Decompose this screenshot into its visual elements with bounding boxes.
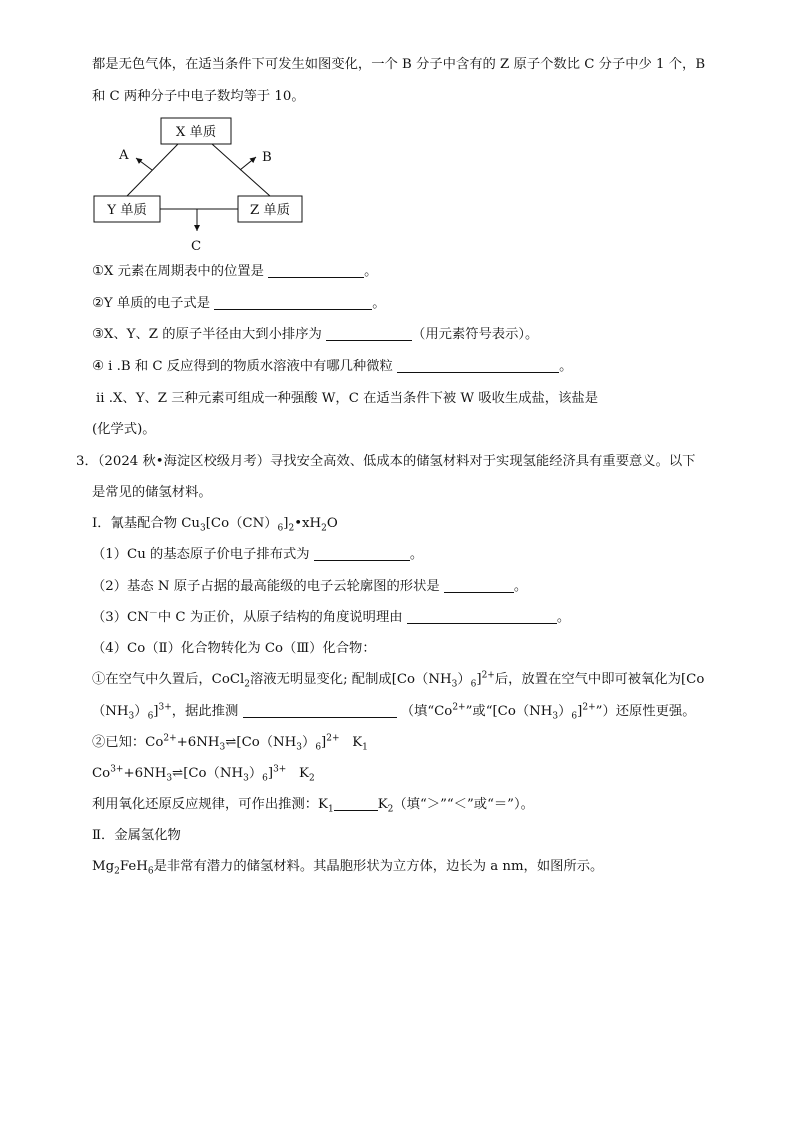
y-element-label: Y 单质 (107, 203, 147, 218)
q3-s3: （3）CN－中 C 为正价，从原子结构的角度说明理由 。 (92, 608, 571, 625)
q3-part2-title: Ⅱ．金属氢化物 (92, 828, 181, 843)
q3-last-line: $Mg_2FeH_6$是非常有潜力的储氢材料。其晶胞形状为立方体，边长为 a nm，如图所示。 (92, 859, 604, 877)
intro-line-2: 和 C 两种分子中电子数均等于 10。 (92, 89, 305, 104)
q3-c2-line1: ②已知：$Co^{2+}+6NH_3\rightleftharpoons[Co(NH_3)_6]^{2+}$ $K_1$ (92, 733, 368, 753)
q3-s4: （4）Co（Ⅱ）化合物转化为 Co（Ⅲ）化合物： (92, 641, 376, 656)
q3-c2-line2: $Co^{3+}+6NH_3\rightleftharpoons[Co(NH_3)_6]^{3+}$ $K_2$ (92, 764, 315, 784)
q3-s2: （2）基态 N 原子占据的最高能级的电子云轮廓图的形状是 。 (92, 579, 528, 594)
q2-sub1: ①X 元素在周期表中的位置是 。 (92, 264, 378, 279)
q3-part1-title: Ⅰ．氰基配合物 $Cu_3[Co(CN)_6]_2•xH_2O$ (92, 516, 338, 534)
q3-c1-line1: ①在空气中久置后，CoCl$_2$溶液无明显变化; 配制成$[Co(NH_3)_6]^{2+}$后，放置在空气中即可被氧化为[Co (92, 670, 705, 690)
intro-line-1: 都是无色气体，在适当条件下可发生如图变化，一个 B 分子中含有的 Z 原子个数比 C 分子中少 1 个，B (92, 57, 706, 72)
q2-sub3: ③X、Y、Z 的原子半径由大到小排序为 （用元素符号表示）。 (92, 327, 539, 342)
q3-c1-line2: $(NH_3)_6]^{3+}$，据此推测 （填“$Co^{2+}$”或“$[Co(NH_3)_6]^{2+}$”）还原性更强。 (92, 702, 696, 722)
q3-s1: （1）Cu 的基态原子价电子排布式为 。 (92, 547, 424, 562)
x-element-label: X 单质 (175, 125, 217, 140)
q3-c2-line3: 利用氧化还原反应规律，可作出推测：$K_1$ $K_2$（填“＞”“＜”或“＝”）。 (92, 797, 534, 815)
arrow-b (240, 157, 256, 170)
x-y-edge (127, 144, 178, 196)
q2-sub5-line2: (化学式)。 (92, 422, 156, 437)
label-a: A (119, 148, 129, 163)
z-element-label: Z 单质 (249, 203, 291, 218)
q2-sub2: ②Y 单质的电子式是 。 (92, 296, 386, 311)
label-b: B (262, 150, 272, 165)
q2-sub4: ④ i .B 和 C 反应得到的物质水溶液中有哪几种微粒 。 (92, 359, 573, 374)
q3-header-line1: 3．（2024 秋•海淀区校级月考）寻找安全高效、低成本的储氢材料对于实现氢能经济具有重要意义。以下 (76, 454, 696, 469)
label-c: C (191, 239, 202, 254)
arrow-a (136, 158, 152, 170)
q2-sub5-line1: ii .X、Y、Z 三种元素可组成一种强酸 W，C 在适当条件下被 W 吸收生成盐，该盐是 (96, 391, 598, 406)
q3-header-line2: 是常见的储氢材料。 (92, 485, 212, 500)
